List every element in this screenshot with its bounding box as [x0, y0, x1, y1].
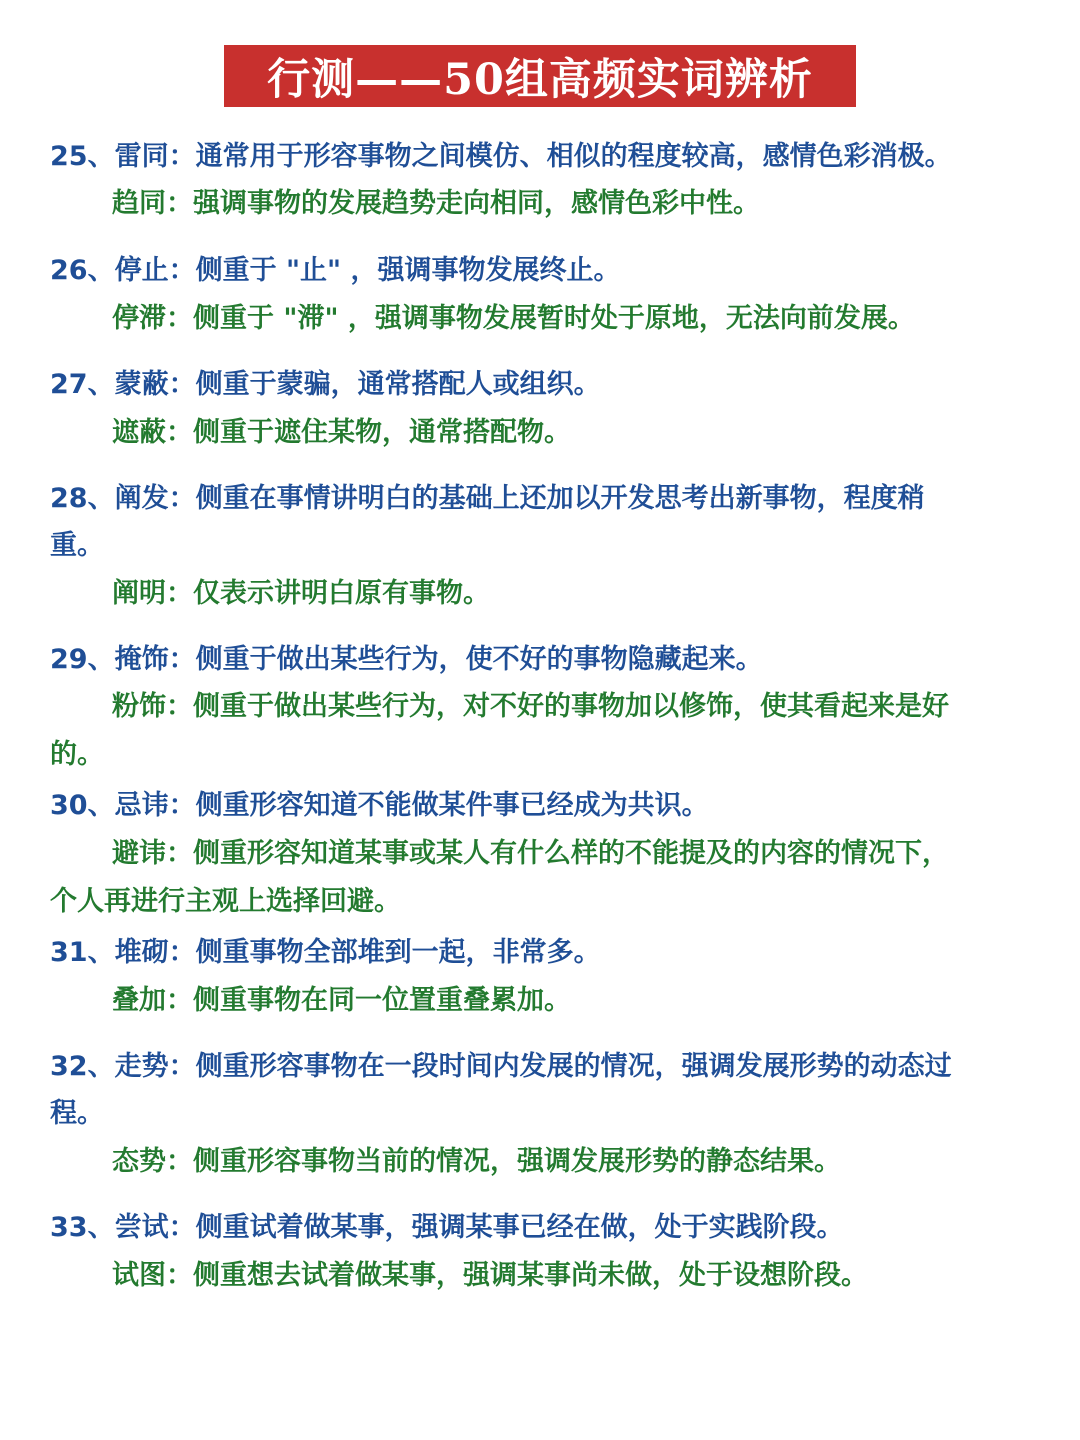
entry-30-contrast-cont: 个人再进行主观上选择回避。 — [50, 886, 401, 917]
entry-26-term: 26、停止：侧重于 "止" ，强调事物发展终止。 — [50, 255, 621, 286]
entry-29-contrast-cont: 的。 — [50, 739, 104, 770]
entry-31-contrast: 叠加：侧重事物在同一位置重叠累加。 — [112, 985, 571, 1016]
entry-31-term: 31、堆砌：侧重事物全部堆到一起，非常多。 — [50, 937, 601, 968]
page-title: 行测——50组高频实词辨析 — [267, 54, 813, 105]
entry-32-contrast: 态势：侧重形容事物当前的情况，强调发展形势的静态结果。 — [112, 1146, 841, 1177]
entry-27-term: 27、蒙蔽：侧重于蒙骗，通常搭配人或组织。 — [50, 369, 601, 400]
entry-26-contrast: 停滞：侧重于 "滞" ，强调事物发展暂时处于原地，无法向前发展。 — [112, 303, 915, 334]
entry-30-contrast: 避讳：侧重形容知道某事或某人有什么样的不能提及的内容的情况下， — [112, 838, 949, 869]
entry-33-term: 33、尝试：侧重试着做某事，强调某事已经在做，处于实践阶段。 — [50, 1212, 844, 1243]
entry-33-contrast: 试图：侧重想去试着做某事，强调某事尚未做，处于设想阶段。 — [112, 1260, 868, 1291]
entry-28-term: 28、阐发：侧重在事情讲明白的基础上还加以开发思考出新事物，程度稍 — [50, 483, 925, 514]
entry-28-contrast: 阐明：仅表示讲明白原有事物。 — [112, 578, 490, 609]
entry-25-contrast: 趋同：强调事物的发展趋势走向相同，感情色彩中性。 — [112, 188, 760, 219]
entry-27-contrast: 遮蔽：侧重于遮住某物，通常搭配物。 — [112, 417, 571, 448]
title-banner — [224, 45, 856, 107]
entry-32-term-cont: 程。 — [50, 1098, 104, 1129]
entry-28-term-cont: 重。 — [50, 530, 104, 561]
entry-29-contrast: 粉饰：侧重于做出某些行为，对不好的事物加以修饰，使其看起来是好 — [112, 691, 949, 722]
entry-29-term: 29、掩饰：侧重于做出某些行为，使不好的事物隐藏起来。 — [50, 644, 763, 675]
entry-32-term: 32、走势：侧重形容事物在一段时间内发展的情况，强调发展形势的动态过 — [50, 1051, 952, 1082]
entry-30-term: 30、忌讳：侧重形容知道不能做某件事已经成为共识。 — [50, 790, 709, 821]
entry-25-term: 25、雷同：通常用于形容事物之间模仿、相似的程度较高，感情色彩消极。 — [50, 141, 952, 172]
